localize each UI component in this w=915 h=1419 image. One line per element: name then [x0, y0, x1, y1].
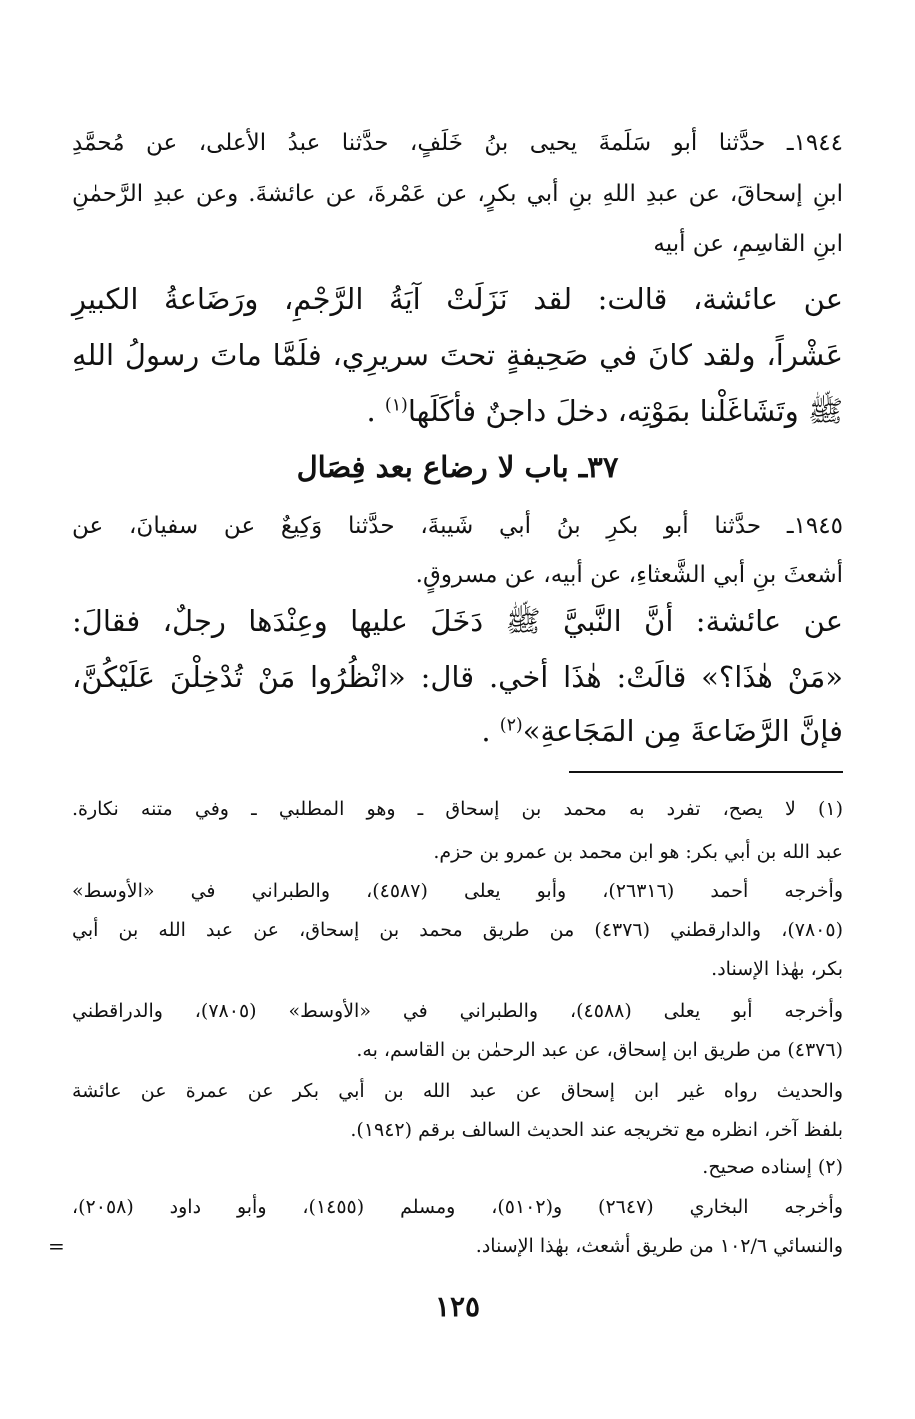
hadith-1945-matn-line-2: «مَنْ هٰذَا؟» قالَتْ: هٰذَا أخي. قال: «انْظُرُوا مَنْ تُدْخِلْنَ عَلَيْكُنَّ، — [72, 660, 843, 694]
footnote-line: بلفظ آخر، انظره مع تخريجه عند الحديث السالف برقم (١٩٤٢). — [350, 1119, 843, 1141]
footnote-line: وأخرجه أبو يعلى (٤٥٨٨)، والطبراني في «الأوسط» (٧٨٠٥)، والدراقطني — [72, 1000, 843, 1022]
footnote-line: وأخرجه أحمد (٢٦٣١٦)، وأبو يعلى (٤٥٨٧)، والطبراني في «الأوسط» — [72, 880, 843, 902]
hadith-1945-isnad-line-2: أشعثَ بنِ أبي الشَّعثاءِ، عن أبيه، عن مسروقٍ. — [415, 562, 843, 588]
hadith-1945-isnad-line-1: ١٩٤٥ـ حدَّثنا أبو بكرِ بنُ أبي شَيبةَ، حدَّثنا وَكِيعٌ عن سفيانَ، عن — [72, 513, 843, 539]
hadith-1944-isnad-line-1: ١٩٤٤ـ حدَّثنا أبو سَلَمةَ يحيى بنُ خَلَفٍ، حدَّثنا عبدُ الأعلى، عن مُحمَّدِ — [72, 130, 843, 156]
footnote-ref-2: (٢) — [499, 715, 523, 736]
hadith-1945-matn-line-1: عن عائشة: أنَّ النَّبيَّ ﷺ دَخَلَ عليها وعِنْدَها رجلٌ، فقالَ: — [72, 604, 843, 638]
hadith-1945-matn-line-3 — [72, 714, 843, 748]
hadith-1944-matn-text: ﷺ وتَشَاغَلْنا بمَوْتِه، دخلَ داجنٌ فأكَلَها — [407, 394, 843, 428]
chapter-heading: ٣٧ـ باب لا رضاع بعد فِصَال — [296, 450, 619, 484]
page — [72, 0, 843, 1419]
footnote-separator — [569, 771, 843, 773]
hadith-1944-matn-end: . — [366, 394, 385, 428]
footnote-line: بكر، بهٰذا الإسناد. — [711, 958, 843, 980]
hadith-1944-matn-line-3 — [72, 394, 843, 436]
footnote-line: والنسائي ١٠٢/٦ من طريق أشعث، بهٰذا الإسناد. — [475, 1235, 843, 1257]
hadith-1944-matn-line-2: عَشْراً، ولقد كانَ في صَحِيفةٍ تحتَ سريرِي، فلَمَّا ماتَ رسولُ اللهِ — [72, 338, 843, 372]
footnote-ref-1: (١) — [384, 395, 408, 416]
hadith-1944-matn-line-1: عن عائشة، قالت: لقد نَزَلَتْ آيَةُ الرَّجْمِ، ورَضَاعةُ الكبيرِ — [72, 282, 843, 316]
hadith-1945-matn-text: فإنَّ الرَّضَاعةَ مِن المَجَاعةِ» — [522, 714, 843, 748]
footnote-line: (٧٨٠٥)، والدارقطني (٤٣٧٦) من طريق محمد بن إسحاق، عن عبد الله بن أبي — [72, 919, 843, 941]
footnote-line: والحديث رواه غير ابن إسحاق عن عبد الله بن أبي بكر عن عمرة عن عائشة — [72, 1080, 843, 1102]
footnote-line: عبد الله بن أبي بكر: هو ابن محمد بن عمرو بن حزم. — [433, 841, 843, 863]
hadith-1945-matn-end: . — [481, 714, 500, 748]
hadith-1944-isnad-line-3: ابنِ القاسِمِ، عن أبيه — [653, 231, 843, 257]
footnote-line: وأخرجه البخاري (٢٦٤٧) و(٥١٠٢)، ومسلم (١٤٥٥)، وأبو داود (٢٠٥٨)، — [72, 1196, 843, 1218]
footnote-line: (٤٣٧٦) من طريق ابن إسحاق، عن عبد الرحمٰن بن القاسم، به. — [356, 1039, 843, 1061]
footnote-line: (٢) إسناده صحيح. — [702, 1156, 843, 1178]
continuation-mark: = — [48, 1234, 65, 1258]
hadith-1944-isnad-line-2: ابنِ إسحاقَ، عن عبدِ اللهِ بنِ أبي بكرٍ، عن عَمْرةَ، عن عائشةَ. وعن عبدِ الرَّحمٰنِ — [72, 181, 843, 207]
page-number: ١٢٥ — [434, 1290, 481, 1323]
footnote-line: (١) لا يصح، تفرد به محمد بن إسحاق ـ وهو المطلبي ـ وفي متنه نكارة. — [72, 798, 843, 820]
